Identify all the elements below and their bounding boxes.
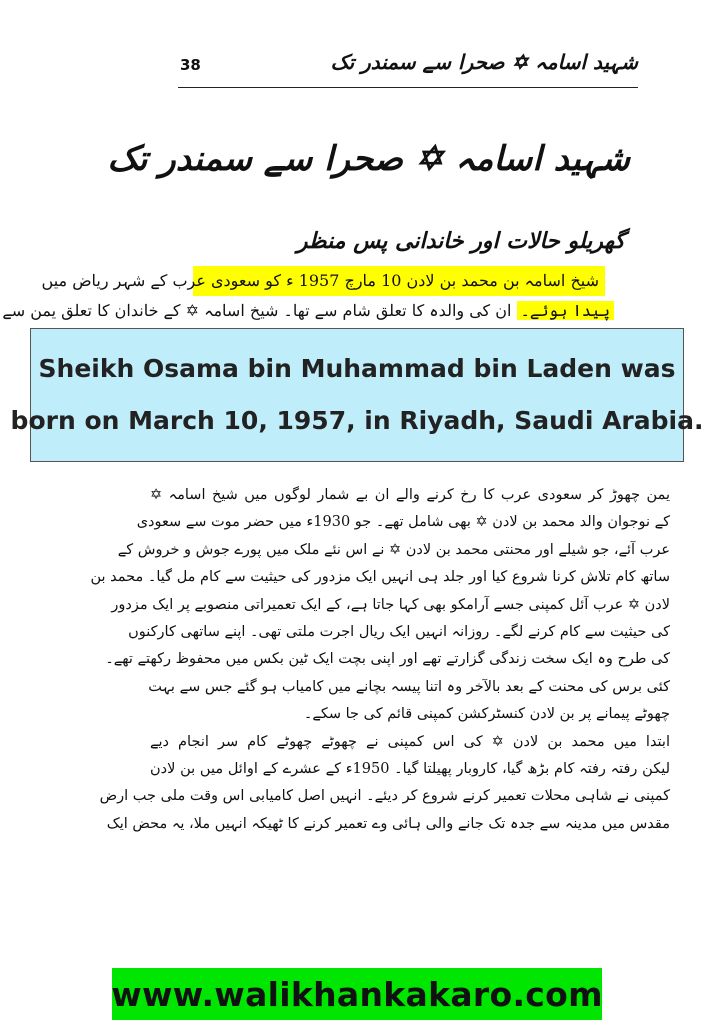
running-title: شہید اسامہ ✡ صحرا سے سمندر تک [330, 50, 638, 74]
body-line: کی حیثیت سے کام کرنے لگے۔ روزانہ انہیں ایک ریال اجرت ملتی تھی۔ اپنے ساتھی کارکنوں [128, 623, 670, 640]
highlighted-line: شیخ اسامہ بن محمد بن لادن 10 مارچ 1957 ء کو سعودی عرب کے شہر ریاض میں [193, 266, 605, 296]
section-heading: گھریلو حالات اور خاندانی پس منظر [296, 228, 625, 254]
body-line: کی طرح وہ ایک سخت زندگی گزارتے تھے اور اپنی بچت ایک ٹین بکس میں محفوظ رکھتے تھے۔ [105, 651, 670, 668]
website-url[interactable]: www.walikhankakaro.com [111, 974, 603, 1014]
line-continuation: ان کی والدہ کا تعلق شام سے تھا۔ شیخ اسامہ ✡ کے خاندان کا تعلق یمن سے [2, 301, 512, 320]
body-line: ساتھ کام تلاش کرنا شروع کیا اور جلد ہی انہیں ایک مزدور کی حیثیت سے کام مل گیا۔ محمد بن [90, 569, 670, 586]
body-text [90, 482, 670, 838]
website-footer-banner [112, 968, 602, 1020]
caption-line: born on March 10, 1957, in Riyadh, Saudi Arabia. [10, 406, 704, 435]
body-line: کمپنی نے شاہی محلات تعمیر کرنے شروع کر دیئے۔ انہیں اصل کامیابی اس وقت ملی جب ارض [99, 788, 670, 805]
highlighted-phrase: پیدا ہوئے۔ [517, 301, 614, 320]
body-line: یمن چھوڑ کر سعودی عرب کا رخ کرنے والے ان بے شمار لوگوں میں شیخ اسامہ ✡ [150, 487, 670, 503]
page-header [178, 50, 638, 88]
body-line: ابتدا میں محمد بن لادن ✡ کی اس کمپنی نے چھوٹے چھوٹے کام سر انجام دیے [150, 733, 670, 750]
body-line: لیکن رفتہ رفتہ کام بڑھ گیا، کاروبار پھیلتا گیا۔ 1950ء کے عشرے کے اوائل میں بن لادن [150, 760, 670, 777]
highlighted-line [2, 296, 620, 326]
body-line: مقدس میں مدینہ سے جدہ تک جانے والی ہائی وے تعمیر کرنے کا ٹھیکہ انہیں ملا، یہ محض ایک [106, 815, 670, 832]
page-number: 38 [180, 56, 201, 74]
body-line: لادن ✡ عرب آئل کمپنی جسے آرامکو بھی کہا جاتا ہے، کے ایک تعمیراتی منصوبے پر ایک مزدور [111, 596, 670, 613]
body-line: کئی برس کی محنت کے بعد بالآخر وہ اتنا پیسہ بچانے میں کامیاب ہو گئے جس سے بہت [148, 678, 670, 695]
body-line: عرب آئے، جو شیلے اور محنتی محمد بن لادن ✡ نے اس نئے ملک میں پورے جوش و خروش کے [117, 541, 670, 558]
chapter-title: شہید اسامہ ✡ صحرا سے سمندر تک [107, 139, 630, 179]
body-line: کے نوجوان والد محمد بن لادن ✡ بھی شامل تھے۔ جو 1930ء میں حضر موت سے سعودی [136, 514, 670, 531]
translation-caption-box [10, 328, 704, 462]
caption-line: Sheikh Osama bin Muhammad bin Laden was [38, 354, 676, 383]
body-line: چھوٹے پیمانے پر بن لادن کنسٹرکشن کمپنی قائم کی جا سکے۔ [303, 706, 670, 723]
header-rule [178, 87, 638, 88]
